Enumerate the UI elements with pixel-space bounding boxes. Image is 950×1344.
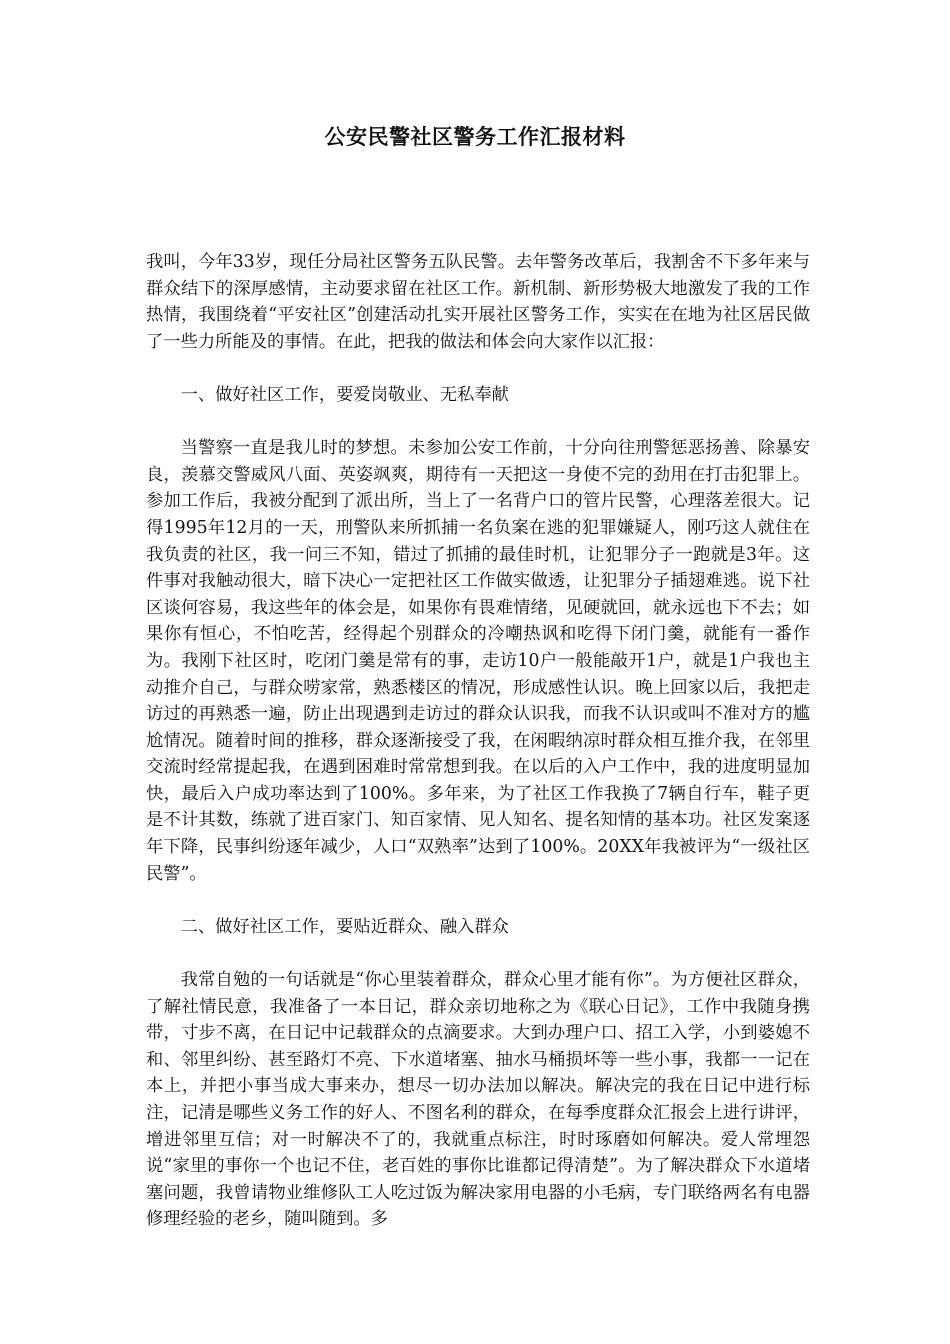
- document-title: 公安民警社区警务工作汇报材料: [324, 124, 626, 149]
- paragraph-gap: [146, 409, 810, 436]
- paragraph-gap: [146, 355, 810, 382]
- paragraph-gap: [146, 887, 810, 914]
- section-heading-1: 一、做好社区工作，要爱岗敬业、无私奉献: [180, 384, 509, 405]
- document-body: [146, 249, 810, 1233]
- section-heading-2: 二、做好社区工作，要贴近群众、融入群众: [180, 916, 509, 937]
- section-2-paragraph: 我常自勉的一句话就是“你心里装着群众，群众心里才能有你”。为方便社区群众，了解社情民意，我准备了一本日记，群众亲切地称之为《联心日记》，工作中我随身携带，寸步不离，在日记中记载群众的点滴要求。大到办理户口、招工入学，小到婆媳不和、邻里纠纷、甚至路灯不亮、下水道堵塞、抽水马桶损坏等一些小事，我都一一记在本上，并把小事当成大事来办，想尽一切办法加以解决。解决完的我在日记中进行标注，记清是哪些义务工作的好人、不图名利的群众，在每季度群众汇报会上进行讲评，增进邻里互信；对一时解决不了的，我就重点标注，时时琢磨如何解决。爱人常埋怨说“家里的事你一个也记不住，老百姓的事你比谁都记得清楚”。为了解决群众下水道堵塞问题，我曾请物业维修队工人吃过饭为解决家用电器的小毛病，专门联络两名有电器修理经验的老乡，随叫随到。多: [146, 970, 810, 1230]
- section-1-paragraph: 当警察一直是我儿时的梦想。未参加公安工作前，十分向往刑警惩恶扬善、除暴安良，羡慕交警威风八面、英姿飒爽，期待有一天把这一身使不完的劲用在打击犯罪上。参加工作后，我被分配到了派出所，当上了一名背户口的管片民警，心理落差很大。记得1995年12月的一天，刑警队来所抓捕一名负案在逃的犯罪嫌疑人，刚巧这人就住在我负责的社区，我一问三不知，错过了抓捕的最佳时机，让犯罪分子一跑就是3年。这件事对我触动很大，暗下决心一定把社区工作做实做透，让犯罪分子插翅难逃。说下社区谈何容易，我这些年的体会是，如果你有畏难情绪，见硬就回，就永远也下不去；如果你有恒心，不怕吃苦，经得起个别群众的冷嘲热讽和吃得下闭门羹，就能有一番作为。我刚下社区时，吃闭门羹是常有的事，走访10户一般能敲开1户，就是1户我也主动推介自己，与群众唠家常，熟悉楼区的情况，形成感性认识。晚上回家以后，我把走访过的再熟悉一遍，防止出现遇到走访过的群众认识我，而我不认识或叫不准对方的尴尬情况。随着时间的推移，群众逐渐接受了我，在闲暇纳凉时群众相互推介我，在邻里交流时经常提起我，在遇到困难时常常想到我。在以后的入户工作中，我的进度明显加快，最后入户成功率达到了100%。多年来，为了社区工作我换了7辆自行车，鞋子更是不计其数，练就了进百家门、知百家情、见人知名、提名知情的基本功。社区发案逐年下降，民事纠纷逐年减少，人口“双熟率”达到了100%。20XX年我被评为“一级社区民警”。: [146, 438, 810, 884]
- paragraph-gap: [146, 940, 810, 967]
- intro-paragraph: 我叫，今年33岁，现任分局社区警务五队民警。去年警务改革后，我割舍不下多年来与群众结下的深厚感情，主动要求留在社区工作。新机制、新形势极大地激发了我的工作热情，我围绕着“平安社区”创建活动扎实开展社区警务工作，实实在在地为社区居民做了一些力所能及的事情。在此，把我的做法和体会向大家作以汇报：: [146, 252, 810, 352]
